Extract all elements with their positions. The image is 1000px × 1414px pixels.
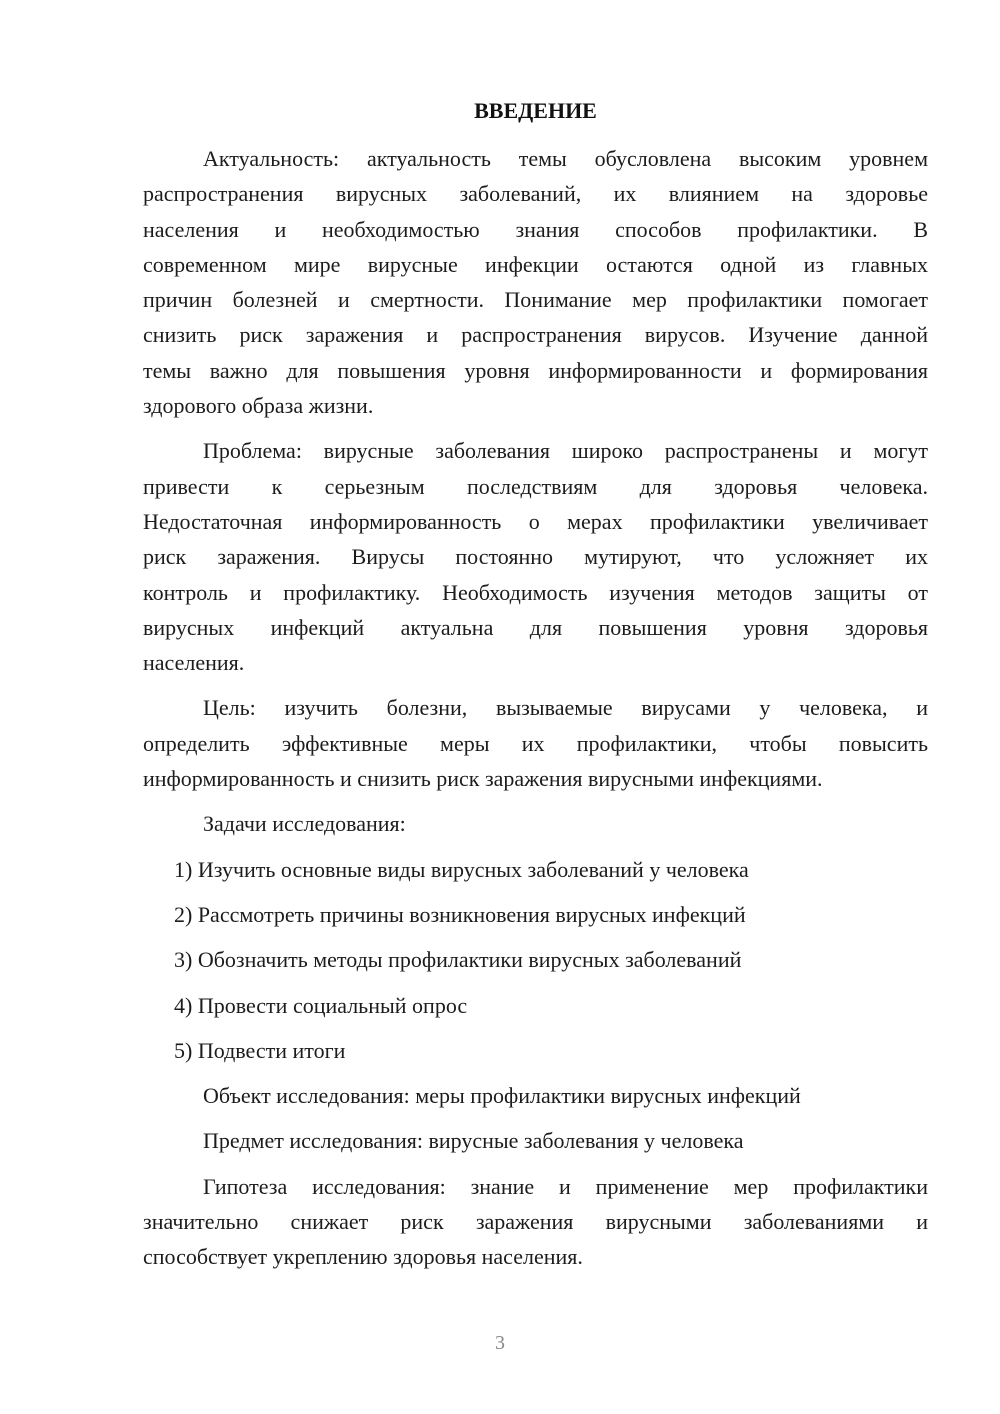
text-line: вирусных инфекций актуальна для повышения уровня здоровья: [143, 614, 928, 640]
text-line: Недостаточная информированность о мерах профилактики увеличивает: [143, 508, 928, 534]
text-line: способствует укреплению здоровья населения.: [143, 1244, 583, 1270]
page-number: 3: [495, 1332, 505, 1354]
text-line: темы важно для повышения уровня информированности и формирования: [143, 357, 928, 383]
paragraph-relevance: [143, 141, 928, 423]
text-line: привести к серьезным последствиям для здоровья человека.: [143, 473, 928, 499]
document-body: [143, 141, 928, 1285]
research-object: Объект исследования: меры профилактики вирусных инфекций: [203, 1083, 801, 1109]
text-line: здорового образа жизни.: [143, 393, 374, 419]
list-item: 1) Изучить основные виды вирусных заболеваний у человека: [174, 856, 749, 882]
text-line: населения и необходимостью знания способов профилактики. В: [143, 216, 928, 242]
text-line: снизить риск заражения и распространения вирусов. Изучение данной: [143, 322, 928, 348]
text-line: информированность и снизить риск заражения вирусными инфекциями.: [143, 766, 823, 792]
paragraph-goal: [143, 690, 928, 796]
text-line: населения.: [143, 650, 245, 676]
tasks-list: [143, 852, 928, 1068]
text-line: современном мире вирусные инфекции остаются одной из главных: [143, 251, 928, 277]
text-line: причин болезней и смертности. Понимание мер профилактики помогает: [143, 287, 928, 313]
text-line: Проблема: вирусные заболевания широко распространены и могут: [203, 438, 928, 464]
text-line: определить эффективные меры их профилактики, чтобы повысить: [143, 730, 928, 756]
text-line: Актуальность: актуальность темы обусловлена высоким уровнем: [203, 146, 928, 171]
list-item: 5) Подвести итоги: [174, 1037, 346, 1063]
page-title: ВВЕДЕНИЕ: [474, 98, 597, 123]
research-subject: Предмет исследования: вирусные заболевания у человека: [203, 1128, 744, 1154]
tasks-heading: Задачи исследования:: [203, 811, 406, 837]
text-line: риск заражения. Вирусы постоянно мутируют, что усложняет их: [143, 544, 928, 570]
list-item: 2) Рассмотреть причины возникновения вирусных инфекций: [174, 901, 746, 927]
paragraph-problem: [143, 433, 928, 680]
list-item: 3) Обозначить методы профилактики вирусных заболеваний: [174, 947, 742, 973]
text-line: Гипотеза исследования: знание и применение мер профилактики: [203, 1173, 928, 1199]
text-line: Цель: изучить болезни, вызываемые вирусами у человека, и: [203, 695, 928, 721]
text-line: значительно снижает риск заражения вирусными заболеваниями и: [143, 1209, 928, 1235]
list-item: 4) Провести социальный опрос: [174, 992, 468, 1018]
paragraph-hypothesis: [143, 1169, 928, 1275]
text-line: распространения вирусных заболеваний, их влиянием на здоровье: [143, 181, 928, 207]
text-line: контроль и профилактику. Необходимость изучения методов защиты от: [143, 579, 928, 605]
